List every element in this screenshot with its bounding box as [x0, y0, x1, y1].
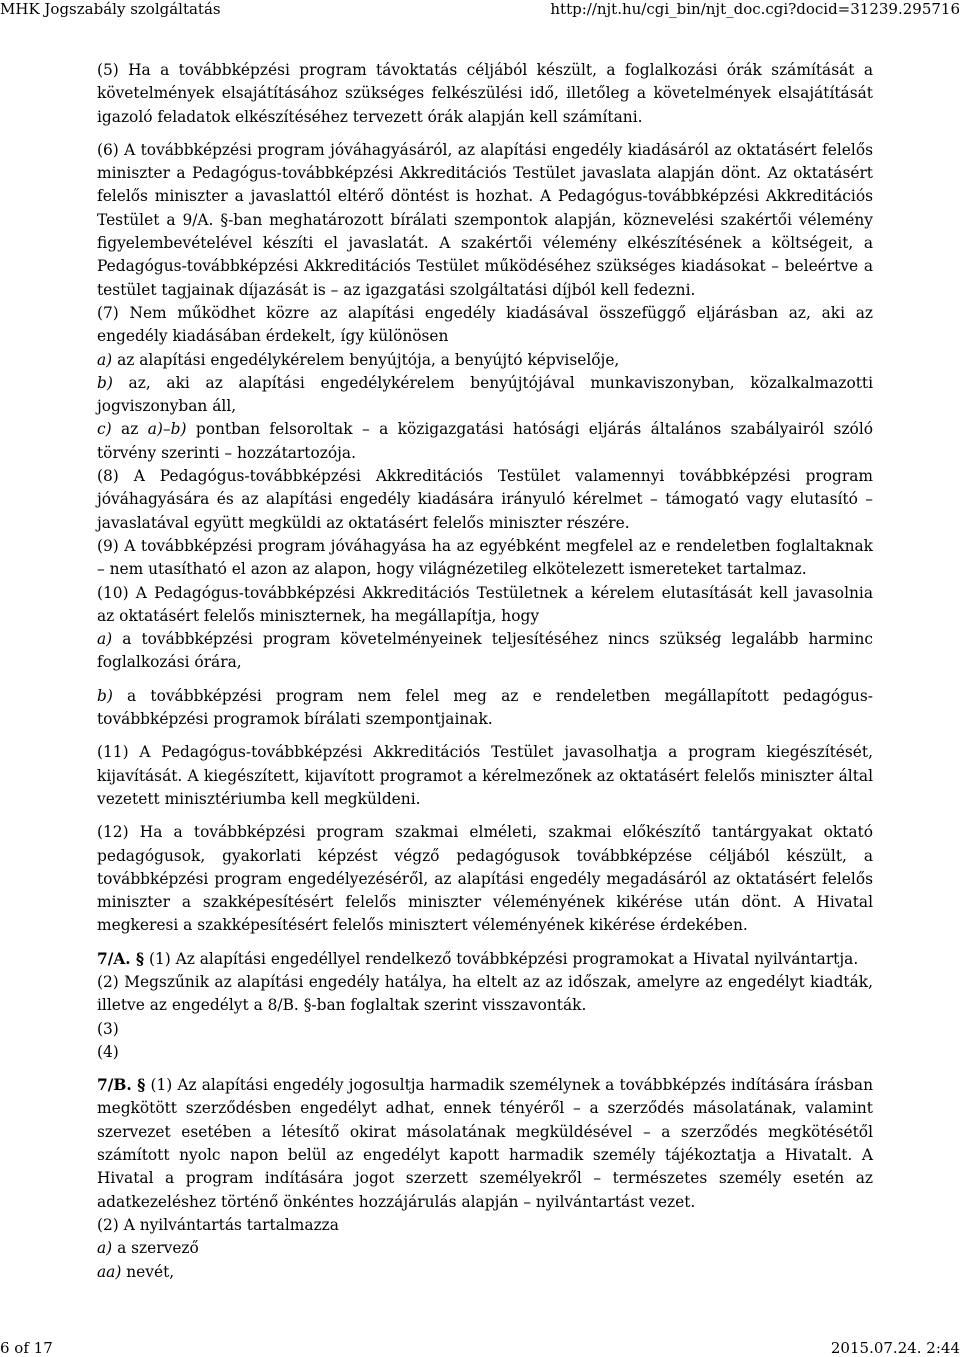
point-label: b) [97, 373, 113, 392]
section-number: 7/B. § [97, 1076, 146, 1095]
paragraph-10a [87, 628, 873, 675]
paragraph-6: (6) A továbbképzési program jóváhagyásáról, az alapítási engedély kiadásáról az oktatásért felelős miniszter a Pedagógus-továbbképzési Akkreditációs Testület javaslata alapján dönt. Az oktatásért felelős miniszter a javaslattól eltérő döntést is hozhat. A Pedagógus-továbbképzési Akkreditációs Testület a 9/A. §-ban meghatározott bírálati szempontok alapján, köznevelési szakértői vélemény figyelembevételével készíti el javaslatát. A szakértői vélemény elkészítésének a költségeit, a Pedagógus-továbbképzési Akkreditációs Testület működéséhez szükséges kiadásokat – beleértve a testület tagjainak díjazását is – az igazgatási szolgáltatási díjból kell fedezni. [97, 140, 873, 299]
point-label: a) [97, 630, 113, 649]
paragraph-7a [87, 349, 873, 372]
paragraph-7c [87, 418, 873, 465]
section-7a-paragraph-2: (2) Megszűnik az alapítási engedély hatálya, ha eltelt az az időszak, amelyre az engedélyt kiadták, illetve az engedélyt a 8/B. §-ban foglaltak szerint visszavonták. [97, 972, 873, 1015]
point-text: az, aki az alapítási engedélykérelem benyújtójával munkaviszonyban, közalkalmazotti jogviszonyban áll, [97, 373, 873, 416]
paragraph-9: (9) A továbbképzési program jóváhagyása ha az egyébként megfelel az e rendeletben foglaltaknak – nem utasítható el azon az alapon, hogy világnézetileg elkötelezett ismereteket tartalmaz. [97, 536, 873, 579]
point-text: pontban felsoroltak – a közigazgatási hatósági eljárás általános szabályairól szóló törvény szerinti – hozzátartozója. [97, 420, 874, 462]
section-7b-point-aa [87, 1261, 873, 1284]
section-number: 7/A. § [97, 949, 145, 968]
paragraph-7: (7) Nem működhet közre az alapítási engedély kiadásával összefüggő eljárásban az, aki az engedély kiadásában érdekelt, így különösen [97, 303, 873, 346]
paragraph-8: (8) A Pedagógus-továbbképzési Akkreditációs Testület valamennyi továbbképzési program jóváhagyására és az alapítási engedély kiadására irányuló kérelmet – támogató vagy elutasító – javaslatával együtt megküldi az oktatásért felelős miniszter részére. [97, 467, 873, 532]
header-url: http://njt.hu/cgi_bin/njt_doc.cgi?docid=31239.295716 [550, 0, 960, 18]
point-text: az [111, 420, 148, 439]
section-text: (1) Az alapítási engedéllyel rendelkező továbbképzési programokat a Hivatal nyilvántartja. [144, 949, 859, 968]
point-label: a) [97, 1239, 113, 1258]
point-text: nevét, [121, 1262, 175, 1281]
paragraph-7b [87, 372, 873, 419]
point-label: aa) [97, 1262, 122, 1281]
footer-page-number: 6 of 17 [0, 1339, 53, 1357]
section-text: (1) Az alapítási engedély jogosultja harmadik személynek a továbbképzés indítására írásban megkötött szerződésben engedélyt adhat, ennek tényéről – a szerződés másolatának, valamint szervezet esetében a létesítő okirat másolatának megküldésével – a szerződés megkötésétől számított nyolc napon belül az engedélyt kapott harmadik személy tájékoztatja a Hivatalt. A Hivatal a program indítására jogot szerzett személyekről – természetes személy esetén az adatkezeléshez történő önkéntes hozzájárulás alapján – nyilvántartást vezet. [97, 1076, 873, 1211]
section-7b-paragraph-2: (2) A nyilvántartás tartalmazza [97, 1215, 339, 1234]
point-label: a) [97, 350, 113, 369]
paragraph-11: (11) A Pedagógus-továbbképzési Akkreditációs Testület javasolhatja a program kiegészítését, kijavítását. A kiegészített, kijavított programot a kérelmezőnek az oktatásért felelős miniszter által vezetett minisztériumba kell megküldeni. [97, 743, 873, 808]
footer-datetime: 2015.07.24. 2:44 [830, 1339, 960, 1357]
point-text: az alapítási engedélykérelem benyújtója, a benyújtó képviselője, [112, 350, 620, 369]
point-label: c) [97, 420, 112, 439]
section-7b-point-a [87, 1237, 873, 1260]
paragraph-12: (12) Ha a továbbképzési program szakmai elméleti, szakmai előkészítő tantárgyakat oktató pedagógusok, gyakorlati képzést végző pedagógusok továbbképzése céljából készült, a továbbképzési program engedélyezéséről, az alapítási engedély megadásáról az oktatásért felelős miniszter a szakképesítésért felelős miniszter véleményének kikérése után dönt. A Hivatal megkeresi a szakképesítésért felelős minisztert véleményének kikérése érdekében. [97, 823, 873, 935]
paragraph-10b [87, 685, 873, 732]
section-7b-paragraph-1 [87, 1074, 873, 1214]
section-7a-paragraph-1 [87, 948, 873, 971]
point-label: b) [97, 686, 113, 705]
point-reference: a)–b) [147, 420, 187, 439]
point-text: a továbbképzési program nem felel meg az e rendeletben megállapított pedagógus-továbbképzési programok bírálati szempontjainak. [97, 686, 873, 729]
point-text: a továbbképzési program követelményeinek teljesítéséhez nincs szükség legalább harminc foglalkozási órára, [97, 630, 873, 672]
paragraph-10: (10) A Pedagógus-továbbképzési Akkreditációs Testületnek a kérelem elutasítását kell javasolnia az oktatásért felelős miniszternek, ha megállapítja, hogy [97, 583, 873, 625]
point-text: a szervező [112, 1239, 199, 1258]
header-site-name: MHK Jogszabály szolgáltatás [0, 0, 221, 18]
section-7a-paragraph-3: (3) [97, 1019, 119, 1038]
document-body [87, 59, 873, 1284]
section-7a-paragraph-4: (4) [97, 1042, 119, 1061]
paragraph-5: (5) Ha a továbbképzési program távoktatás céljából készült, a foglalkozási órák számítását a követelmények elsajátításához szükséges felkészülési idő, illetőleg a követelmények elsajátítását igazoló feladatok elkészítéséhez tervezett órák alapján kell számítani. [97, 61, 873, 126]
